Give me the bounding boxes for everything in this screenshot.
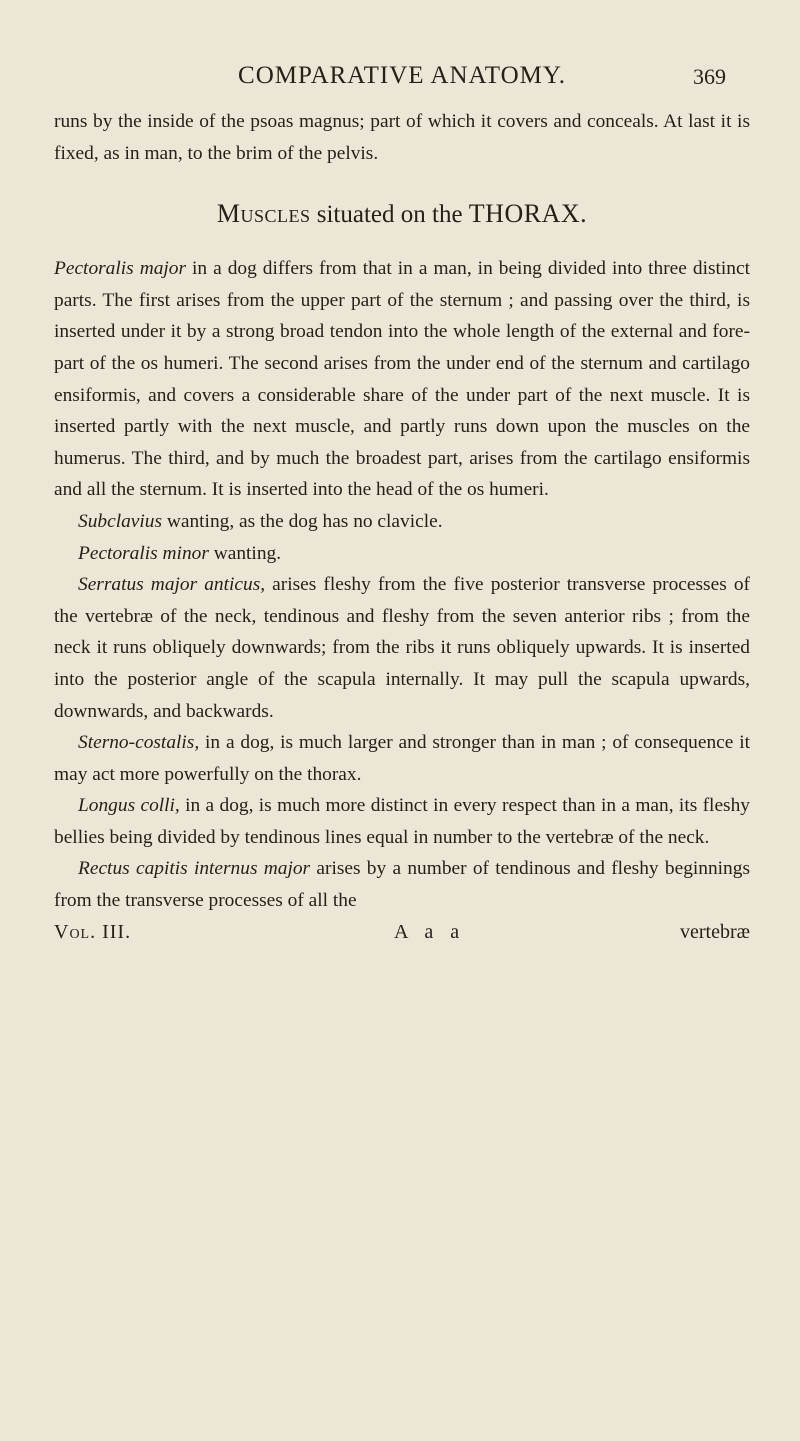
entry-text: wanting. [208, 542, 282, 564]
entry-serratus-major [54, 569, 750, 727]
page-number: 369 [693, 64, 726, 89]
entry-text: in a dog differs from that in a man, in being divided into three distinct parts. The first arises from the upper part of the sternum ; and passing over the third, is inserted under it by a strong broad tendon into the whole length of the external and fore-part of the os humeri. The second arises from the under end of the sternum and cartilago ensiformis, and covers a considerable share of the under part of the next muscle. It is inserted partly with the next muscle, and partly runs down upon the muscles on the humerus. The third, and by much the broadest part, arises from the cartilago ensiformis and all the sternum. It is inserted into the head of the os humeri. [54, 258, 750, 501]
entry-pectoralis-major [54, 253, 750, 506]
running-title: COMPARATIVE ANATOMY. [238, 62, 566, 89]
entry-term: Rectus capitis internus major [78, 858, 311, 880]
section-heading-muscles: Muscles [216, 199, 311, 229]
entry-term: Serratus major anticus, [78, 574, 266, 596]
signature-mark: A a a [394, 920, 466, 943]
section-heading-middle: situated on the [310, 201, 469, 229]
section-heading [54, 199, 750, 229]
entry-term: Longus colli, [78, 795, 180, 817]
entry-longus-colli [54, 790, 750, 853]
entry-term: Pectoralis major [54, 258, 187, 280]
entry-pectoralis-minor [54, 538, 750, 570]
running-head [54, 62, 750, 106]
entry-subclavius [54, 506, 750, 538]
volume-mark: Vol. III. [54, 920, 132, 943]
page-footer [54, 921, 750, 953]
entry-text: in a dog, is much more distinct in every respect than in a man, its fleshy bellies being divided by tendinous lines equal in number to the vertebræ of the neck. [54, 795, 750, 848]
intro-paragraph: runs by the inside of the psoas magnus; part of which it covers and conceals. At last it is fixed, as in man, to the brim of the pelvis. [54, 111, 750, 164]
entry-term: Subclavius [78, 510, 163, 532]
entry-term: Sterno-costalis, [78, 732, 200, 754]
entry-text: wanting, as the dog has no clavicle. [162, 510, 443, 532]
section-heading-thorax: THORAX. [468, 199, 588, 229]
entry-sterno-costalis [54, 727, 750, 790]
entry-text: arises by a number of tendinous and fleshy beginnings from the transverse processes of all the [54, 858, 750, 912]
catchword: vertebræ [680, 920, 750, 943]
entry-text: in a dog, is much larger and stronger than in man ; of consequence it may act more powerfully on the thorax. [54, 732, 750, 785]
entry-rectus-capitis [54, 853, 750, 916]
entry-text: arises fleshy from the five posterior transverse processes of the vertebræ of the neck, tendinous and fleshy from the seven anterior ribs ; from the neck it runs obliquely downwards; from the ribs it runs obliquely upwards. It is inserted into the posterior angle of the scapula internally. It may pull the scapula upwards, downwards, and backwards. [54, 574, 750, 722]
entry-term: Pectoralis minor [78, 542, 209, 564]
